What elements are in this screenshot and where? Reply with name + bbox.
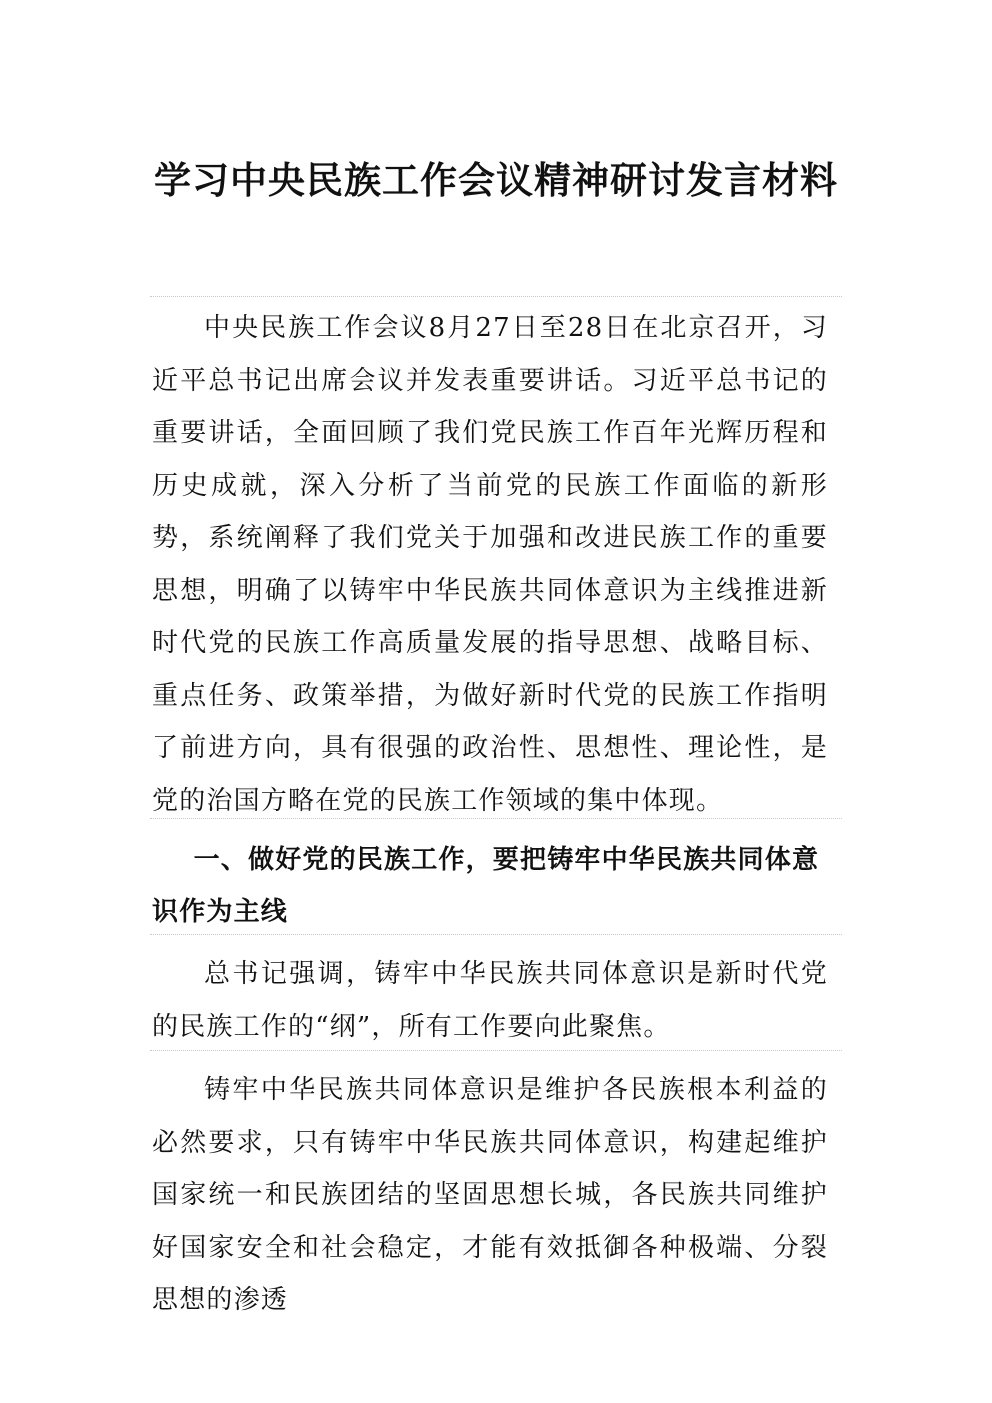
- section-heading-1: 一、做好党的民族工作，要把铸牢中华民族共同体意识作为主线: [152, 845, 820, 927]
- divider: [150, 934, 842, 935]
- paragraph-2: 总书记强调，铸牢中华民族共同体意识是新时代党的民族工作的“纲”，所有工作要向此聚焦。: [152, 959, 828, 1042]
- divider: [150, 1050, 842, 1051]
- divider: [150, 818, 842, 819]
- paragraph-3: 铸牢中华民族共同体意识是维护各民族根本利益的必然要求，只有铸牢中华民族共同体意识，构建起维护国家统一和民族团结的坚固思想长城，各民族共同维护好国家安全和社会稳定，才能有效抵御各种极端、分裂思想的渗透: [152, 1075, 828, 1315]
- paragraph-intro: 中央民族工作会议8月27日至28日在北京召开，习近平总书记出席会议并发表重要讲话。习近平总书记的重要讲话，全面回顾了我们党民族工作百年光辉历程和历史成就，深入分析了当前党的民族工作面临的新形势，系统阐释了我们党关于加强和改进民族工作的重要思想，明确了以铸牢中华民族共同体意识为主线推进新时代党的民族工作高质量发展的指导思想、战略目标、重点任务、政策举措，为做好新时代党的民族工作指明了前进方向，具有很强的政治性、思想性、理论性，是党的治国方略在党的民族工作领域的集中体现。: [152, 313, 828, 816]
- document-title: 学习中央民族工作会议精神研讨发言材料: [154, 158, 838, 202]
- divider: [150, 296, 842, 297]
